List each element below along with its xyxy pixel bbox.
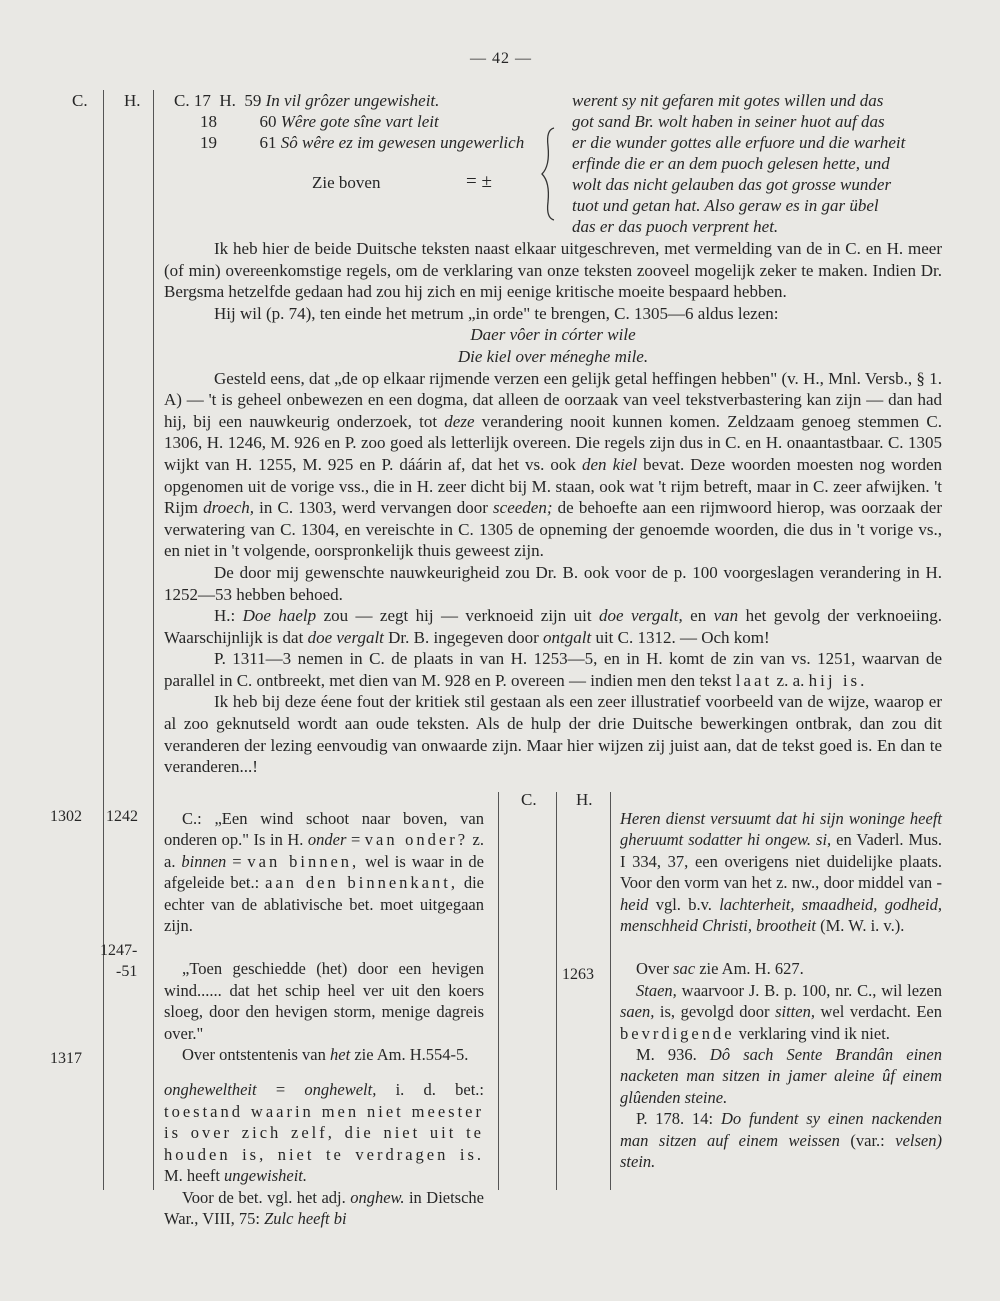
paragraph-7: Ik heb bij deze éene fout der kritiek stil gestaan als een zeer illustratief voorbeeld van de wijze, waarop er al zoo geknutseld wordt aan oude teksten. Als de hulp der drie Duitsche bewerkingen ontbrak, dan zou dit veranderen der lezing eenvoudig van onwaarde zijn. Maar hier wijzen zij juist aan, dat de tekst goed is. En dan te veranderen...! xyxy=(164,692,942,777)
note-1263: Over sac zie Am. H. 627. xyxy=(636,959,804,979)
margin-number-1247: 1247- xyxy=(100,942,138,959)
right-verse-line-2: got sand Br. wolt haben in seiner huot auf das xyxy=(572,112,885,131)
main-text xyxy=(164,238,942,778)
note-onghew: Voor de bet. vgl. het adj. onghew. in Dietsche War., VIII, 75: Zulc heeft bi xyxy=(164,1187,485,1228)
verse-quote-2: Die kiel over méneghe mile. xyxy=(457,346,649,366)
verse-line-3: 19 61 Sô wêre ez im gewesen ungewerlich xyxy=(200,133,525,152)
margin-header-c: C. xyxy=(72,91,88,110)
paragraph-5: H.: Doe haelp zou — zegt hij — verknoeid zijn uit doe vergalt, en van het gevolg der verknoeiing. Waarschijnlijk is dat doe vergalt Dr. B. ingegeven door ontgalt uit C. 1312. — Och kom! xyxy=(164,606,942,647)
note-het: Over ontstentenis van het zie Am. H.554-5. xyxy=(182,1045,469,1065)
note-staen: Staen, waarvoor J. B. p. 100, nr. C., wil lezen saen, is, gevolgd door sitten, wel verdacht. Een bevrdigende verklaring vind ik niet. xyxy=(620,980,942,1043)
note-m936: M. 936. Dô sach Sente Brandân einen nacketen man sitzen in jamer aleine ûf einem glûenden steine. xyxy=(620,1045,942,1107)
note-p178: P. 178. 14: Do fundent sy einen nackenden man sitzen auf einem weissen (var.: velsen) stein. xyxy=(620,1109,942,1172)
column-rule-left xyxy=(103,90,104,1190)
note-1247: „Toen geschiedde (het) door een hevigen wind...... dat het schip heel ver uit den koers sloeg, door den hevigen storm, menige dagreis over." xyxy=(164,959,484,1043)
notes-header-c: C. xyxy=(521,790,537,809)
notes-header-h: H. xyxy=(576,790,593,809)
margin-number-1263: 1263 xyxy=(562,966,594,983)
margin-header-h: H. xyxy=(124,91,141,110)
note-1317: ongheweltheit = onghewelt, i. d. bet.: toestand waarin men niet meester is over zich zelf, die niet uit te houden is, niet te verdragen is. M. heeft ungewisheit. xyxy=(164,1080,485,1186)
column-rule-middle xyxy=(153,90,154,1190)
verse-line-1: C. 17 H. 59 In vil grôzer ungewisheit. xyxy=(174,91,440,110)
margin-number-1242: 1242 xyxy=(106,808,138,825)
verse-line-2: 18 60 Wêre gote sîne vart leit xyxy=(200,112,439,131)
curly-brace-icon xyxy=(540,126,560,222)
verse-quote-1: Daer vôer in córter wile xyxy=(470,325,636,345)
right-verse-line-3: er die wunder gottes alle erfuore und die warheit xyxy=(572,133,906,152)
right-verse-line-4: erfinde die er an dem puoch gelesen hette, und xyxy=(572,154,890,173)
note-heren-dienst: Heren dienst versuumt dat hi sijn woninge heeft gheruumt sodatter hi ongew. si, en Vaderl. Mus. I 334, 37, een overigens niet duidelijke plaats. Voor den vorm van het z. nw., door middel van -heid vgl. b.v. lachterheit, smaadheid, godheid, menschheid Christi, brootheit (M. W. i. v.). xyxy=(620,809,942,936)
right-verse-line-6: tuot und getan hat. Also geraw es in gar übel xyxy=(572,196,879,215)
right-verse-line-1: werent sy nit gefaren mit gotes willen und das xyxy=(572,91,884,110)
paragraph-3: Gesteld eens, dat „de op elkaar rijmende verzen een gelijk getal heffingen hebben" (v. H., Mnl. Versb., § 1. A) — 't is geheel onbewezen en een dogma, dat alleen de oorzaak van veel tekstverbastering kan zijn — dan had hij, bij een nauwkeurig onderzoek, tot deze verandering nooit kunnen komen. Zeldzaam genoeg stemmen C. 1306, H. 1246, M. 926 en P. zoo goed als letterlijk overeen. Die regels zijn dus in C. en H. onaantastbaar. C. 1305 wijkt van H. 1255, M. 925 en P. dáárin af, dat het vs. ook den kiel bevat. Deze woorden moesten nog worden opgenomen uit de vorige vss., die in H. zeer dicht bij M. staan, ook wat 't rijm betreft, maar in C. zeer afwijken. 't Rijm droech, in C. 1303, werd vervangen door sceeden; de behoefte aan een rijmwoord hierop, was oorzaak der verwatering van C. 1304, en vereischte in C. 1305 de opneming der genoemde woorden, die dus in 't vorige vs., en niet in 't volgende, oorspronkelijk thuis geweest zijn. xyxy=(164,368,942,561)
column-rule-notes-center-1 xyxy=(498,792,499,1190)
right-verse-line-7: das er das puoch verprent het. xyxy=(572,217,779,236)
notes-right-column xyxy=(620,808,942,1173)
zie-boven-label: Zie boven xyxy=(312,173,381,192)
margin-number-1302: 1302 xyxy=(50,808,82,825)
column-rule-notes-center-2 xyxy=(556,792,557,1190)
note-1242: C.: „Een wind schoot naar boven, van onderen op." Is in H. onder = van onder? z. a. binnen = van binnen, wel is waar in de afgeleide bet.: aan den binnenkant, die echter van de ablativische bet. moet uitgegaan zijn. xyxy=(164,809,485,936)
margin-number-51: -51 xyxy=(116,963,138,980)
right-verse-line-5: wolt das nicht gelauben das got grosse wunder xyxy=(572,175,892,194)
paragraph-6: P. 1311—3 nemen in C. de plaats in van H. 1253—5, en in H. komt de zin van vs. 1251, waarvan de parallel in C. ontbreekt, met dien van M. 928 en P. overeen — indien men den tekst laat z. a. hij is. xyxy=(164,649,942,690)
paragraph-2: Hij wil (p. 74), ten einde het metrum „in orde" te brengen, C. 1305—6 aldus lezen: xyxy=(214,303,779,323)
paragraph-4: De door mij gewenschte nauwkeurigheid zou Dr. B. ook voor de p. 100 voorgeslagen verandering in H. 1252—53 hebben behoed. xyxy=(164,562,942,604)
margin-number-1317: 1317 xyxy=(50,1050,82,1067)
notes-left-column xyxy=(164,808,484,1229)
approx-equal-sign: = ± xyxy=(466,171,492,192)
page-number: — 42 — xyxy=(470,50,532,67)
paragraph-1: Ik heb hier de beide Duitsche teksten naast elkaar uitgeschreven, met vermelding van de in C. en H. meer (of min) overeenkomstige regels, om de verklaring van onze teksten zooveel mogelijk zeker te maken. Indien Dr. Bergsma hetzelfde gedaan had zou hij zich en mij eenige kritische moeite bespaard hebben. xyxy=(164,239,942,302)
column-rule-notes-center-3 xyxy=(610,792,611,1190)
